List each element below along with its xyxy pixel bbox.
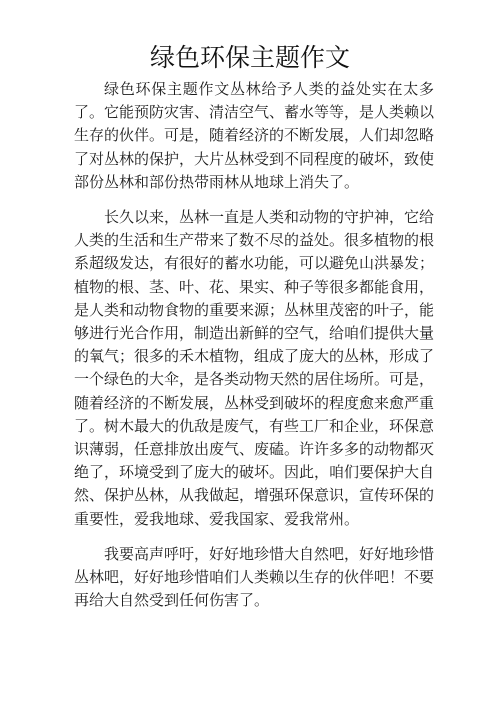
paragraph-1: 绿色环保主题作文丛林给予人类的益处实在太多了。它能预防灾害、清洁空气、蓄水等等，是人类赖以生存的伙伴。可是，随着经济的不断发展，人们却忽略了对丛林的保护，大片丛林受到不同程度的破坏，致使部份丛林和部份热带雨林从地球上消失了。 xyxy=(74,80,435,191)
essay-body xyxy=(74,78,434,624)
paragraph-2: 长久以来，丛林一直是人类和动物的守护神，它给人类的生活和生产带来了数不尽的益处。很多植物的根系超级发达，有很好的蓄水功能，可以避免山洪暴发；植物的根、茎、叶、花、果实、种子等很多都能食用，是人类和动物食物的重要来源；丛林里茂密的叶子，能够进行光合作用，制造出新鲜的空气，给咱们提供大量的氧气；很多的禾木植物，组成了庞大的丛林，形成了一个绿色的大伞，是各类动物天然的居住场所。可是，随着经济的不断发展，丛林受到破坏的程度愈来愈严重了。树木最大的仇敌是废气，有些工厂和企业，环保意识薄弱，任意排放出废气、废磕。许许多多的动物都灭绝了，环境受到了庞大的破坏。因此，咱们要保护大自然、保护丛林，从我做起，增强环保意识，宣传环保的重要性，爱我地球、爱我国家、爱我常州。 xyxy=(74,208,435,528)
page-title: 绿色环保主题作文 xyxy=(149,43,350,72)
paragraph-3: 我要高声呼吁，好好地珍惜大自然吧，好好地珍惜丛林吧，好好地珍惜咱们人类赖以生存的伙伴吧！不要再给大自然受到任何伤害了。 xyxy=(74,544,435,610)
